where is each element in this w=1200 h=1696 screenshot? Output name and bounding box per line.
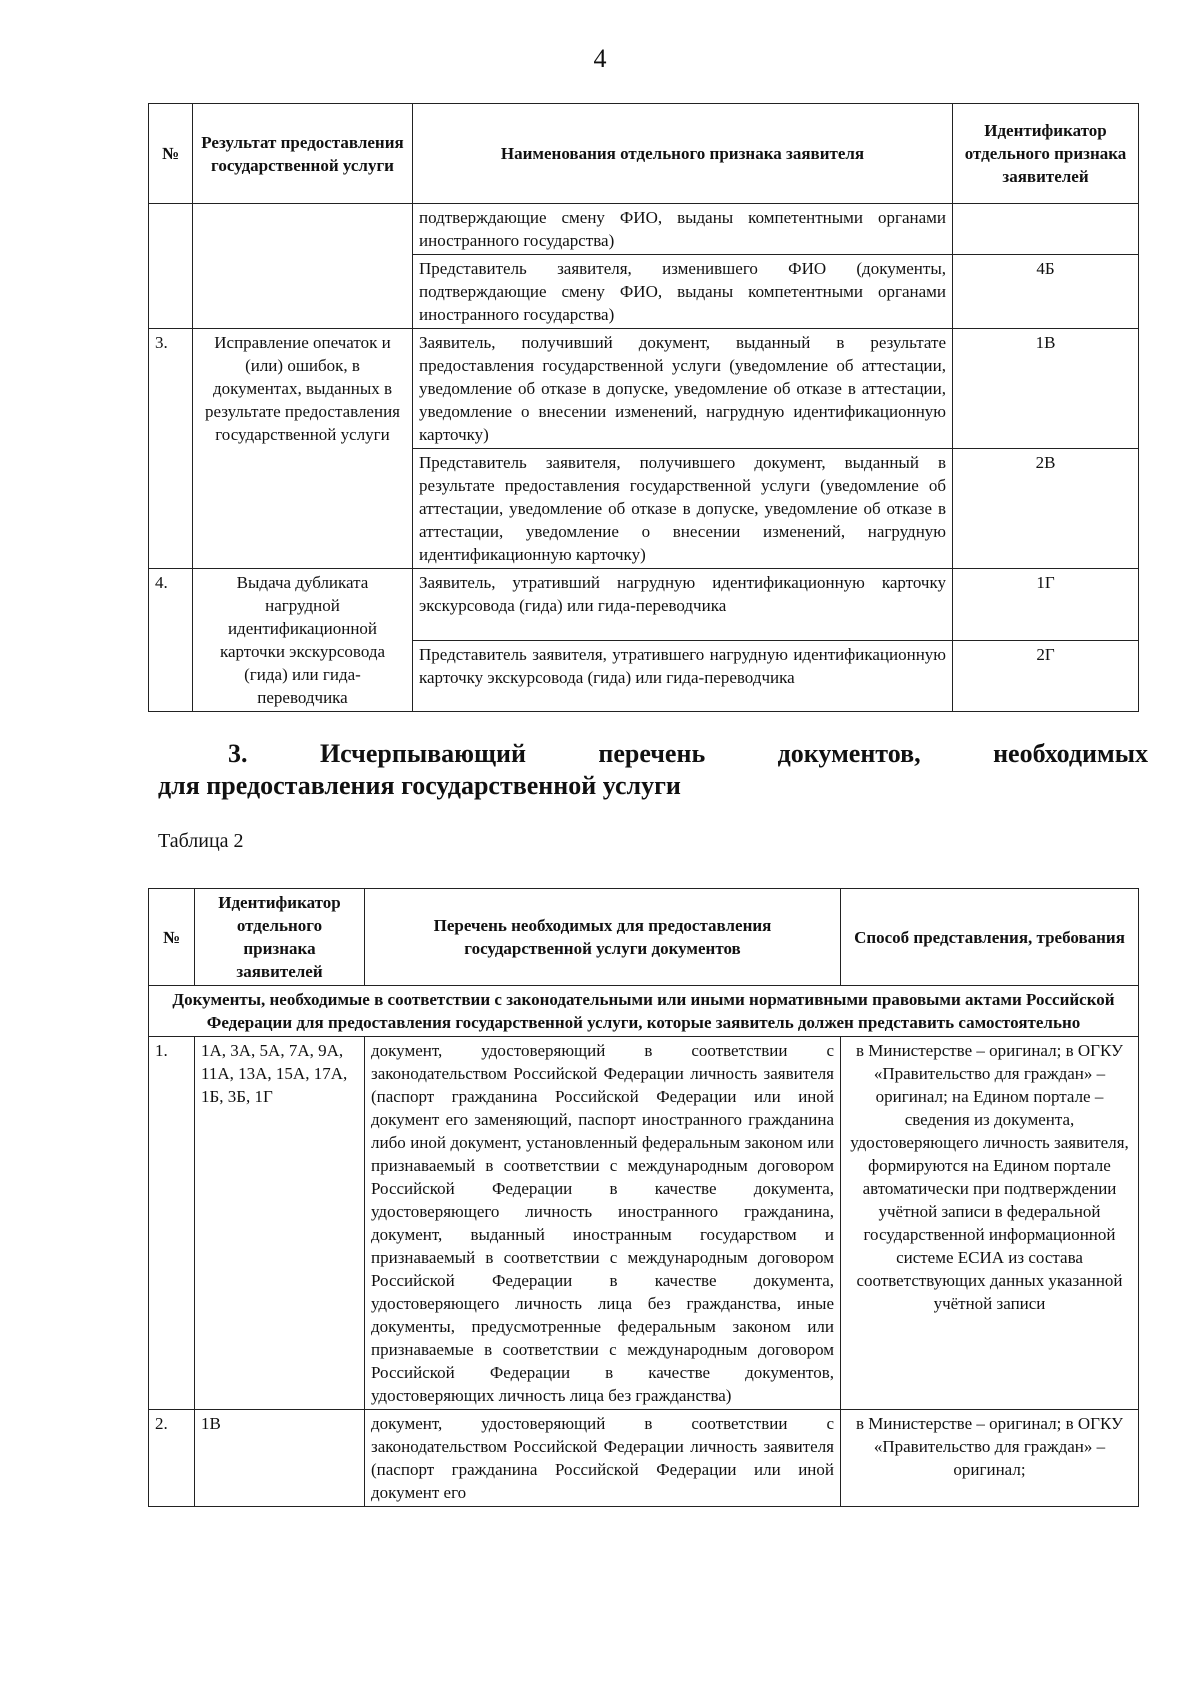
applicant-features-table	[148, 103, 1139, 712]
cell-name: Заявитель, получивший документ, выданный в результате предоставления государственной услуги (уведомление об аттестации, уведомление об отказе в допуске, уведомление об отказе в аттестации, уведомление о внесении изменений, нагрудную идентификационную карточку)	[413, 329, 953, 449]
cell-docs: документ, удостоверяющий в соответствии с законодательством Российской Федерации личность заявителя (паспорт гражданина Российской Федерации или иной документ его	[365, 1410, 841, 1507]
cell-no	[149, 204, 193, 329]
table-row	[149, 1037, 1139, 1410]
cell-id: 2В	[953, 449, 1139, 569]
cell-id: 2Г	[953, 640, 1139, 712]
cell-id: 1А, 3А, 5А, 7А, 9А, 11А, 13А, 15А, 17А, 1Б, 3Б, 1Г	[195, 1037, 365, 1410]
header-id: Идентификатор отдельного признака заявителей	[953, 104, 1139, 204]
table-row	[149, 569, 1139, 641]
documents-table	[148, 888, 1139, 1507]
section-word: необходимых	[993, 739, 1148, 768]
section-number: 3.	[228, 739, 248, 768]
cell-id: 4Б	[953, 255, 1139, 329]
cell-result: Исправление опечаток и (или) ошибок, в документах, выданных в результате предоставления государственной услуги	[193, 329, 413, 569]
cell-no: 2.	[149, 1410, 195, 1507]
header-result: Результат предоставления государственной услуги	[193, 104, 413, 204]
header-no: №	[149, 889, 195, 986]
section-heading	[158, 738, 1148, 802]
cell-id: 1В	[953, 329, 1139, 449]
cell-id	[953, 204, 1139, 255]
section-word: документов,	[777, 739, 921, 768]
header-id: Идентификатор отдельного признака заявителей	[195, 889, 365, 986]
header-docs: Перечень необходимых для предоставления государственной услуги документов	[365, 889, 841, 986]
cell-result	[193, 204, 413, 329]
cell-id: 1Г	[953, 569, 1139, 641]
header-name: Наименования отдельного признака заявителя	[413, 104, 953, 204]
group-heading: Документы, необходимые в соответствии с законодательными или иными нормативными правовыми актами Российской Федерации для предоставления государственной услуги, которые заявитель должен представить самостоятельно	[149, 986, 1139, 1037]
cell-docs: документ, удостоверяющий в соответствии с законодательством Российской Федерации личность заявителя (паспорт гражданина Российской Федерации или иной документ его заменяющий, паспорт иностранного гражданина либо иной документ, установленный федеральным законом или признаваемый в соответствии с международным договором Российской Федерации в качестве документа, удостоверяющего личность иностранного гражданина, документ, выданный иностранным государством и признаваемый в соответствии с международным договором Российской Федерации в качестве документа, удостоверяющего личность лица без гражданства, иные документы, предусмотренные федеральным законом или признаваемые в соответствии с международным договором Российской Федерации в качестве документов, удостоверяющих личность лица без гражданства)	[365, 1037, 841, 1410]
table-header-row	[149, 889, 1139, 986]
cell-no: 3.	[149, 329, 193, 569]
header-no: №	[149, 104, 193, 204]
cell-name: Представитель заявителя, получившего документ, выданный в результате предоставления государственной услуги (уведомление об аттестации, уведомление об отказе в допуске, уведомление об отказе в аттестации, уведомление о внесении изменений, нагрудную идентификационную карточку)	[413, 449, 953, 569]
table-row	[149, 204, 1139, 255]
page-number: 4	[593, 44, 607, 73]
cell-name: Представитель заявителя, утратившего нагрудную идентификационную карточку экскурсовода (гида) или гида-переводчика	[413, 640, 953, 712]
table-row	[149, 329, 1139, 449]
section-line2: для предоставления государственной услуги	[158, 771, 681, 800]
section-word: Исчерпывающий	[319, 739, 526, 768]
cell-result: Выдача дубликата нагрудной идентификационной карточки экскурсовода (гида) или гида-переводчика	[193, 569, 413, 712]
cell-method: в Министерстве – оригинал; в ОГКУ «Правительство для граждан» – оригинал; на Едином портале – сведения из документа, удостоверяющего личность заявителя, формируются на Едином портале автоматически при подтверждении учётной записи в федеральной государственной информационной системе ЕСИА из состава соответствующих данных указанной учётной записи	[841, 1037, 1139, 1410]
header-method: Способ представления, требования	[841, 889, 1139, 986]
cell-name: подтверждающие смену ФИО, выданы компетентными органами иностранного государства)	[413, 204, 953, 255]
cell-no: 4.	[149, 569, 193, 712]
table-header-row	[149, 104, 1139, 204]
group-heading-row	[149, 986, 1139, 1037]
cell-name: Заявитель, утративший нагрудную идентификационную карточку экскурсовода (гида) или гида-переводчика	[413, 569, 953, 641]
cell-method: в Министерстве – оригинал; в ОГКУ «Правительство для граждан» – оригинал;	[841, 1410, 1139, 1507]
table-row	[149, 1410, 1139, 1507]
cell-name: Представитель заявителя, изменившего ФИО (документы, подтверждающие смену ФИО, выданы компетентными органами иностранного государства)	[413, 255, 953, 329]
section-word: перечень	[598, 739, 706, 768]
cell-no: 1.	[149, 1037, 195, 1410]
table-label: Таблица 2	[158, 830, 244, 852]
cell-id: 1В	[195, 1410, 365, 1507]
